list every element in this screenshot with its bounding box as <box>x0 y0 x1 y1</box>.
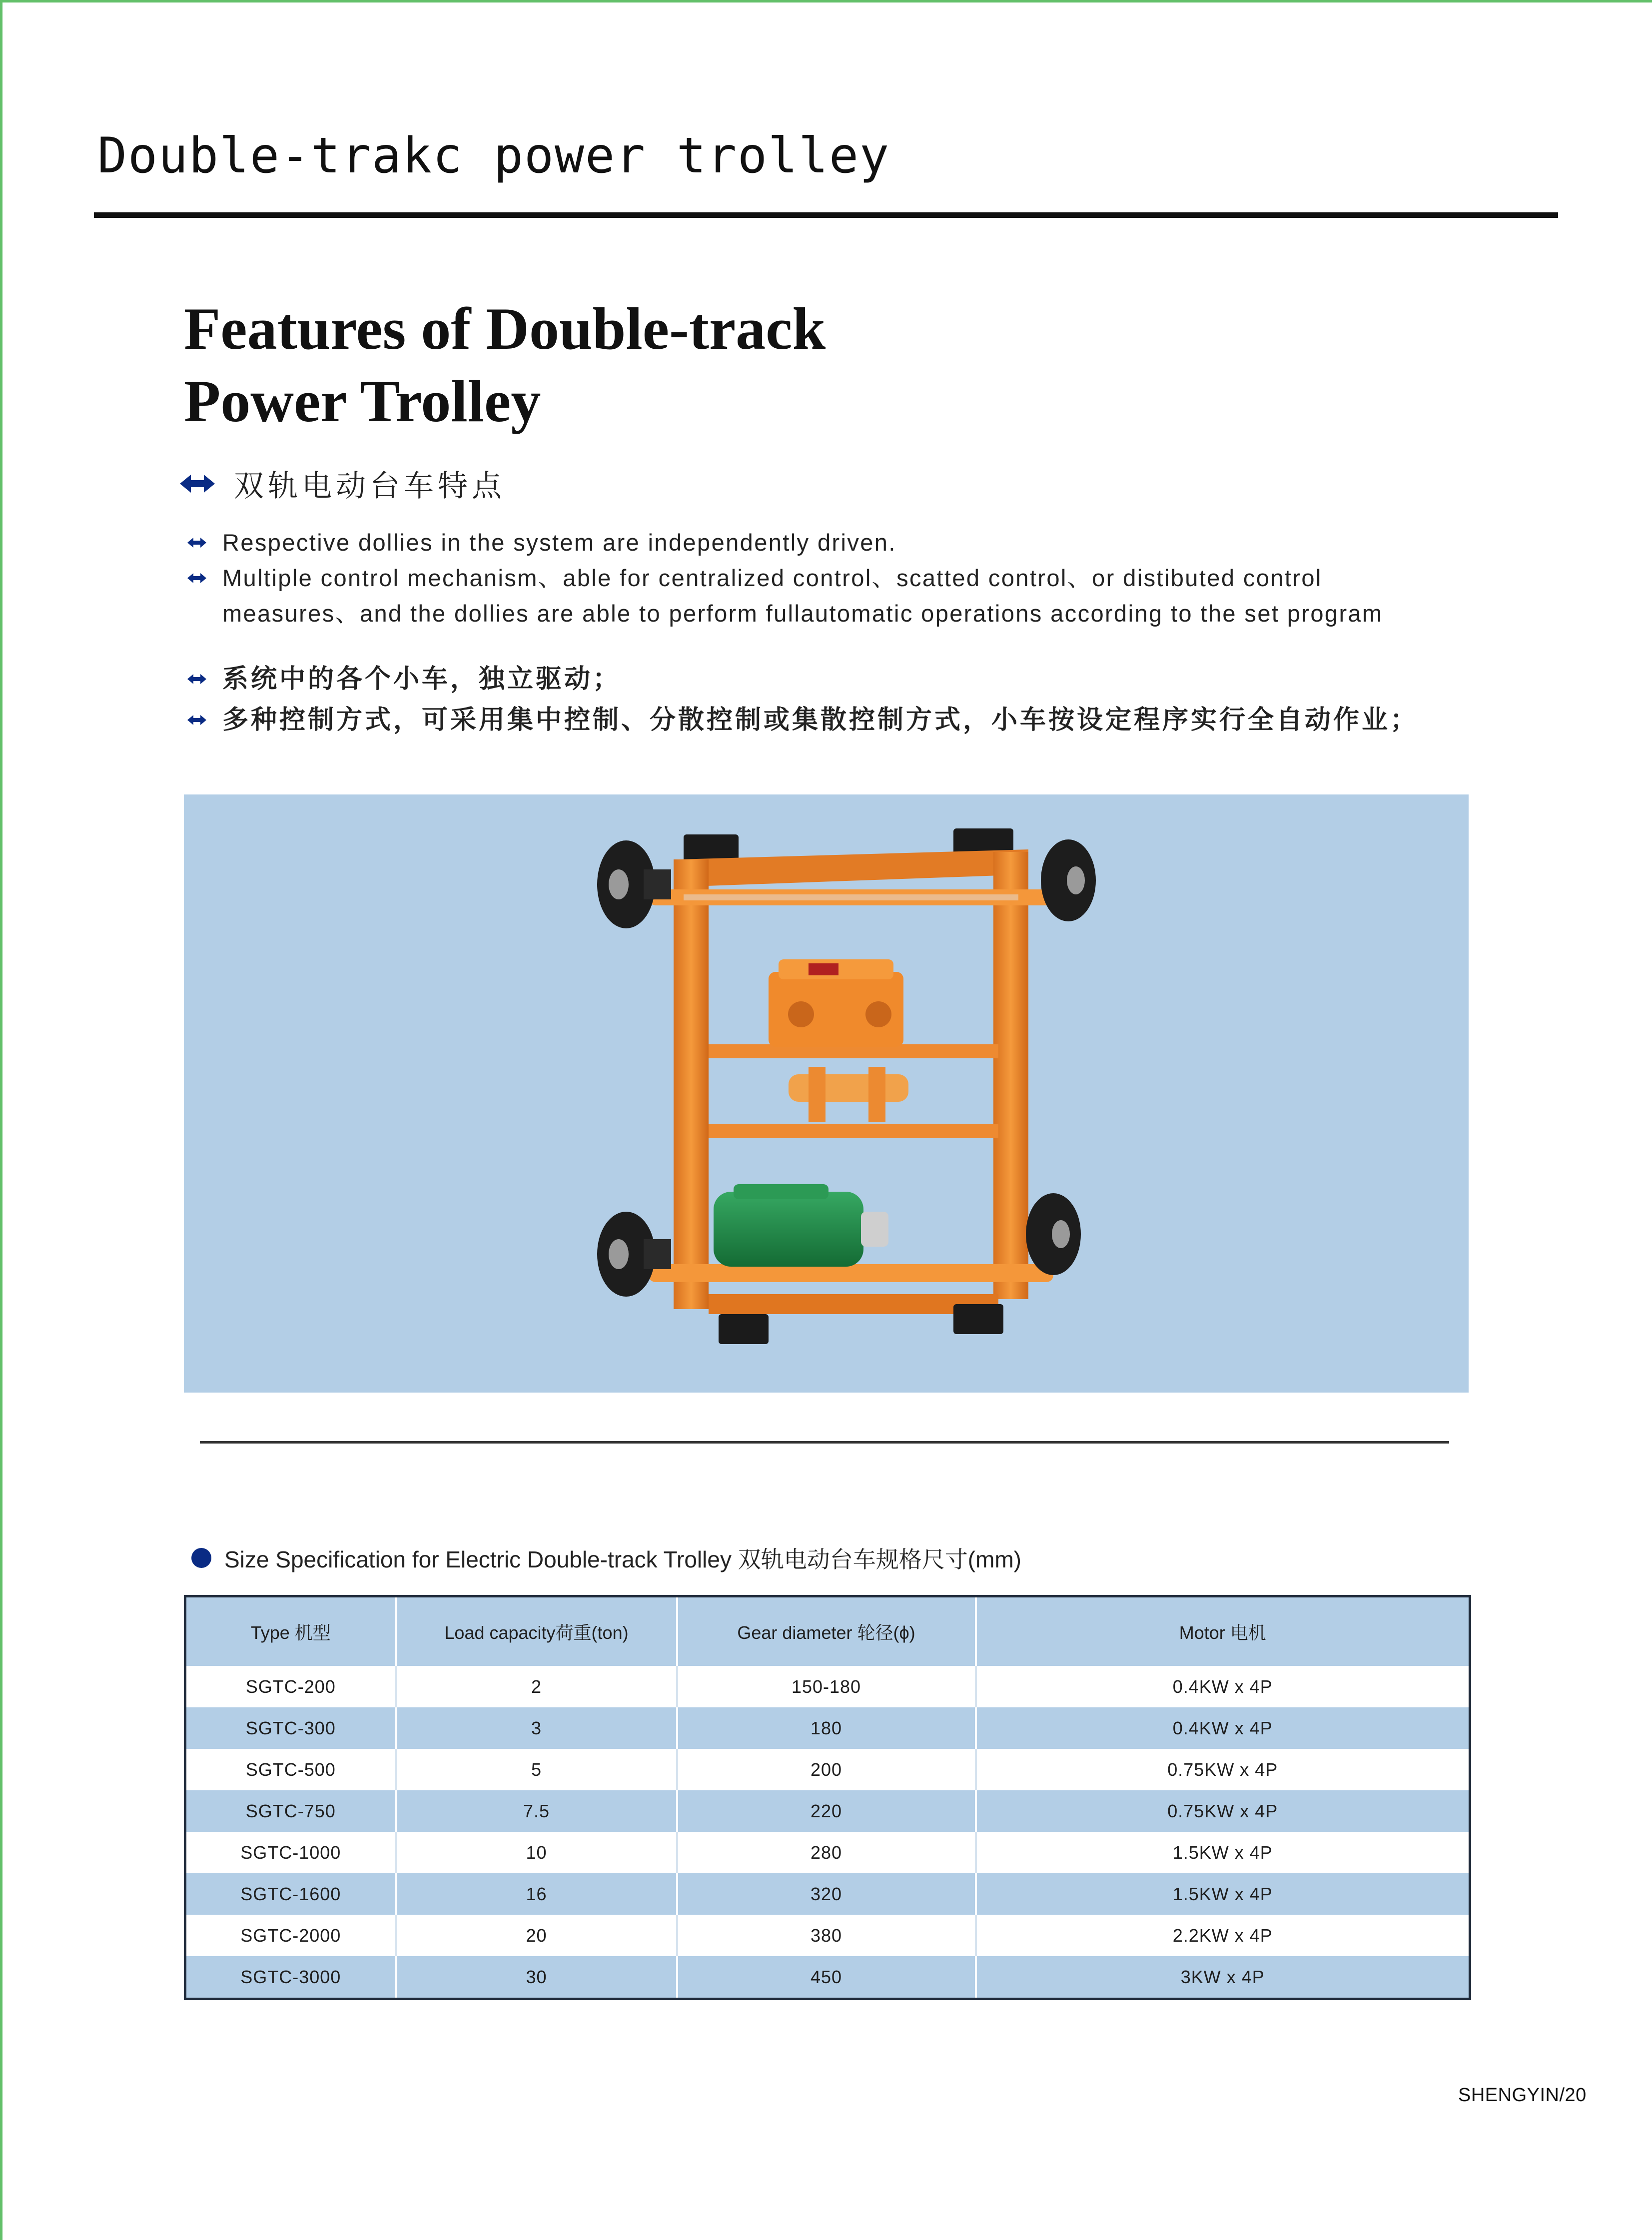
double-arrow-icon <box>187 674 206 685</box>
cell-load: 7.5 <box>396 1790 677 1832</box>
cell-type: SGTC-500 <box>185 1749 396 1790</box>
double-arrow-icon <box>187 715 206 726</box>
spec-table <box>184 1595 1471 2000</box>
section-divider <box>200 1441 1449 1444</box>
feature-bullets-cn <box>187 659 1537 741</box>
product-photo <box>184 794 1469 1393</box>
table-row <box>185 1749 1470 1790</box>
table-row <box>185 1915 1470 1956</box>
bullet-text: Multiple control mechanism、able for centralized control、scatted control、or distibuted control measures、and the dollies are able to perform fullautomatic operations according to the set program <box>222 565 1383 627</box>
cell-gear: 220 <box>677 1790 976 1832</box>
title-divider <box>94 212 1558 218</box>
cell-gear: 180 <box>677 1707 976 1749</box>
page-title: Double-trakc power trolley <box>97 127 890 184</box>
cell-load: 3 <box>396 1707 677 1749</box>
bullet-text: Respective dollies in the system are independently driven. <box>222 529 896 556</box>
cell-type: SGTC-1600 <box>185 1873 396 1915</box>
cell-gear: 200 <box>677 1749 976 1790</box>
cell-motor: 0.4KW x 4P <box>976 1707 1470 1749</box>
features-subtitle <box>180 462 506 505</box>
cell-load: 2 <box>396 1666 677 1707</box>
bullet-dot-icon <box>191 1548 211 1568</box>
list-item <box>187 700 1537 741</box>
cell-motor: 1.5KW x 4P <box>976 1832 1470 1873</box>
cell-load: 16 <box>396 1873 677 1915</box>
table-row <box>185 1956 1470 1999</box>
cell-motor: 2.2KW x 4P <box>976 1915 1470 1956</box>
cell-gear: 150-180 <box>677 1666 976 1707</box>
cell-gear: 280 <box>677 1832 976 1873</box>
table-row <box>185 1666 1470 1707</box>
list-item <box>187 525 1537 560</box>
cell-type: SGTC-3000 <box>185 1956 396 1999</box>
double-arrow-icon <box>187 537 206 548</box>
cell-motor: 1.5KW x 4P <box>976 1873 1470 1915</box>
cell-gear: 380 <box>677 1915 976 1956</box>
page-border-left <box>0 0 2 2240</box>
table-row <box>185 1873 1470 1915</box>
cell-load: 30 <box>396 1956 677 1999</box>
column-header: Motor 电机 <box>976 1596 1470 1666</box>
bullet-text: 多种控制方式，可采用集中控制、分散控制或集散控制方式，小车按设定程序实行全自动作业； <box>222 705 1419 735</box>
page-footer: SHENGYIN/20 <box>1458 2085 1587 2106</box>
table-row <box>185 1707 1470 1749</box>
table-header-row <box>185 1596 1470 1666</box>
list-item <box>187 560 1537 631</box>
cell-type: SGTC-200 <box>185 1666 396 1707</box>
cell-gear: 450 <box>677 1956 976 1999</box>
cell-motor: 0.4KW x 4P <box>976 1666 1470 1707</box>
list-item <box>187 659 1537 700</box>
double-arrow-icon <box>187 573 206 584</box>
column-header: Gear diameter 轮径(ϕ) <box>677 1596 976 1666</box>
cell-load: 10 <box>396 1832 677 1873</box>
spec-caption <box>191 1541 1021 1574</box>
features-subtitle-text: 双轨电动台车特点 <box>234 469 506 504</box>
cell-type: SGTC-1000 <box>185 1832 396 1873</box>
cell-gear: 320 <box>677 1873 976 1915</box>
bullet-text: 系统中的各个小车，独立驱动； <box>222 664 622 694</box>
cell-motor: 0.75KW x 4P <box>976 1790 1470 1832</box>
column-header: Type 机型 <box>185 1596 396 1666</box>
cell-type: SGTC-750 <box>185 1790 396 1832</box>
cell-motor: 0.75KW x 4P <box>976 1749 1470 1790</box>
column-header: Load capacity荷重(ton) <box>396 1596 677 1666</box>
table-row <box>185 1790 1470 1832</box>
cell-type: SGTC-300 <box>185 1707 396 1749</box>
features-heading-line1: Features of Double-track <box>184 295 826 362</box>
table-row <box>185 1832 1470 1873</box>
cell-load: 5 <box>396 1749 677 1790</box>
features-heading <box>184 292 826 437</box>
cell-type: SGTC-2000 <box>185 1915 396 1956</box>
page-border-top <box>0 0 1652 2</box>
spec-caption-text: Size Specification for Electric Double-track Trolley 双轨电动台车规格尺寸(mm) <box>224 1546 1021 1572</box>
features-heading-line2: Power Trolley <box>184 368 541 434</box>
cell-load: 20 <box>396 1915 677 1956</box>
feature-bullets-en <box>187 525 1537 631</box>
trolley-illustration <box>184 794 1469 1393</box>
cell-motor: 3KW x 4P <box>976 1956 1470 1999</box>
double-arrow-icon <box>180 474 215 494</box>
